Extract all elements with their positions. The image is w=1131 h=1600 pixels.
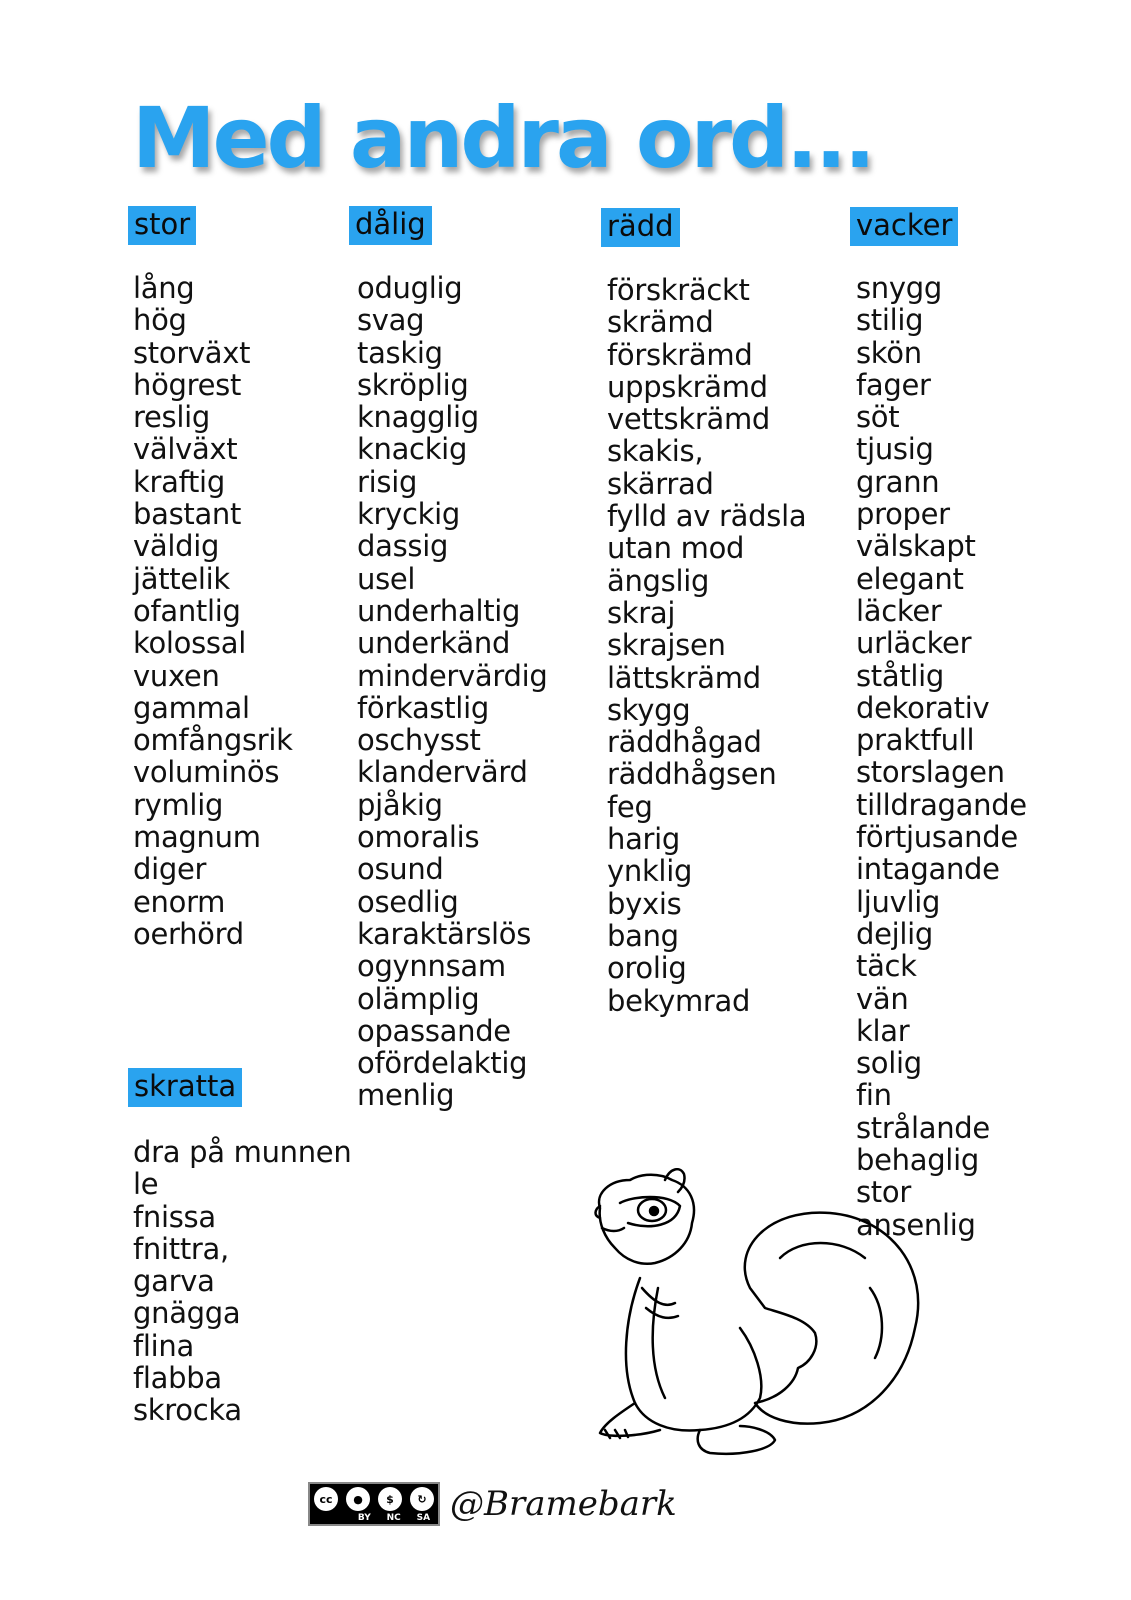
word-list-skratta xyxy=(133,1136,351,1427)
word-item: menlig xyxy=(357,1078,455,1113)
column-heading: rädd xyxy=(601,208,680,247)
word-item: karaktärslös xyxy=(357,916,532,951)
word-item: reslig xyxy=(133,400,210,435)
word-item: storväxt xyxy=(133,335,251,370)
word-item: skraj xyxy=(607,595,676,630)
word-item: oerhörd xyxy=(133,916,244,951)
word-item: klar xyxy=(856,1013,910,1048)
column-stor xyxy=(128,206,196,245)
word-item: risig xyxy=(357,464,418,499)
word-item: väldig xyxy=(133,529,220,564)
word-item: dassig xyxy=(357,529,449,564)
word-item: jättelik xyxy=(133,561,230,596)
word-item: strålande xyxy=(856,1110,990,1145)
word-item: söt xyxy=(856,400,900,435)
footer xyxy=(308,1482,677,1526)
column-heading: dålig xyxy=(349,206,432,245)
word-item: underkänd xyxy=(357,626,511,661)
word-item: snygg xyxy=(856,271,942,305)
word-item: fylld av rädsla xyxy=(607,499,807,534)
word-item: oschysst xyxy=(357,723,481,758)
word-item: taskig xyxy=(357,335,443,370)
word-item: grann xyxy=(856,464,940,499)
word-item: kryckig xyxy=(357,497,460,532)
column-vacker xyxy=(850,207,958,246)
word-item: dejlig xyxy=(856,916,934,951)
word-item: garva xyxy=(133,1264,215,1299)
word-item: urläcker xyxy=(856,626,972,661)
word-item: underhaltig xyxy=(357,593,521,628)
word-item: opassande xyxy=(357,1013,511,1048)
word-item: ansenlig xyxy=(856,1207,976,1242)
word-item: omoralis xyxy=(357,820,480,855)
word-item: flina xyxy=(133,1328,194,1363)
word-item: mindervärdig xyxy=(357,658,548,693)
word-item: kraftig xyxy=(133,464,225,499)
word-item: vän xyxy=(856,981,909,1016)
word-item: stilig xyxy=(856,303,924,338)
word-item: gnägga xyxy=(133,1296,241,1331)
word-item: förskrämd xyxy=(607,337,753,372)
word-item: byxis xyxy=(607,886,682,921)
word-item: läcker xyxy=(856,593,942,628)
cc-license-badge xyxy=(308,1482,440,1526)
word-item: elegant xyxy=(856,561,964,596)
word-item: bastant xyxy=(133,497,242,532)
word-list-stor xyxy=(133,272,293,950)
word-item: svag xyxy=(357,303,425,338)
cc-icon: cc xyxy=(314,1487,338,1511)
word-item: ynklig xyxy=(607,854,693,889)
word-item: skön xyxy=(856,335,922,370)
word-item: olämplig xyxy=(357,981,480,1016)
word-item: förtjusande xyxy=(856,820,1018,855)
word-item: tjusig xyxy=(856,432,934,467)
sa-icon: ↻ xyxy=(410,1487,434,1511)
word-item: knackig xyxy=(357,432,468,467)
license-label: NC xyxy=(386,1513,401,1523)
word-item: osund xyxy=(357,852,444,887)
word-item: välväxt xyxy=(133,432,238,467)
word-item: harig xyxy=(607,822,681,857)
author-signature: @Bramebark xyxy=(450,1484,677,1524)
word-item: solig xyxy=(856,1046,922,1081)
word-item: räddhågsen xyxy=(607,757,777,792)
word-item: klandervärd xyxy=(357,755,528,790)
word-item: ogynnsam xyxy=(357,949,506,984)
word-item: ståtlig xyxy=(856,658,945,693)
word-item: välskapt xyxy=(856,529,976,564)
word-item: magnum xyxy=(133,820,261,855)
word-item: proper xyxy=(856,497,950,532)
word-item: stor xyxy=(856,1175,911,1210)
word-item: storslagen xyxy=(856,755,1005,790)
word-item: vettskrämd xyxy=(607,402,770,437)
word-item: voluminös xyxy=(133,755,280,790)
word-item: räddhågad xyxy=(607,725,762,760)
word-item: diger xyxy=(133,852,207,887)
license-label: BY xyxy=(357,1513,371,1523)
word-item: ofördelaktig xyxy=(357,1046,528,1081)
word-item: osedlig xyxy=(357,884,459,919)
word-item: dekorativ xyxy=(856,690,990,725)
column-heading: skratta xyxy=(128,1068,242,1107)
word-item: intagande xyxy=(856,852,1000,887)
word-item: uppskrämd xyxy=(607,369,768,404)
word-item: vuxen xyxy=(133,658,220,693)
word-item: kolossal xyxy=(133,626,246,661)
word-item: fnissa xyxy=(133,1199,216,1234)
word-item: bekymrad xyxy=(607,983,751,1018)
word-item: skakis, xyxy=(607,434,704,469)
column-dalig xyxy=(349,206,432,245)
word-item: rymlig xyxy=(133,787,224,822)
page-title: Med andra ord... xyxy=(132,89,873,187)
word-item: gammal xyxy=(133,690,250,725)
word-item: bang xyxy=(607,918,679,953)
column-heading: vacker xyxy=(850,207,958,246)
word-item: enorm xyxy=(133,884,226,919)
word-item: tilldragande xyxy=(856,787,1027,822)
word-item: dra på munnen xyxy=(133,1135,352,1169)
word-item: skygg xyxy=(607,692,691,727)
word-item: skrämd xyxy=(607,305,714,340)
word-item: knagglig xyxy=(357,400,479,435)
word-item: orolig xyxy=(607,951,687,986)
word-item: ljuvlig xyxy=(856,884,941,919)
word-item: skröplig xyxy=(357,367,469,402)
nc-icon: $ xyxy=(378,1487,402,1511)
column-heading: stor xyxy=(128,206,196,245)
word-item: förkastlig xyxy=(357,690,489,725)
word-item: usel xyxy=(357,561,416,596)
word-item: hög xyxy=(133,303,187,338)
word-item: fager xyxy=(856,367,931,402)
word-list-dalig xyxy=(357,272,547,1112)
word-item: pjåkig xyxy=(357,787,443,822)
word-item: förskräckt xyxy=(607,273,750,307)
word-item: flabba xyxy=(133,1361,222,1396)
word-item: lång xyxy=(133,271,195,305)
word-item: behaglig xyxy=(856,1143,979,1178)
word-item: lättskrämd xyxy=(607,660,761,695)
word-item: täck xyxy=(856,949,917,984)
word-item: högrest xyxy=(133,367,242,402)
word-item: omfångsrik xyxy=(133,723,293,758)
license-label: SA xyxy=(416,1513,431,1523)
word-item: fnittra, xyxy=(133,1231,229,1266)
word-list-vacker xyxy=(856,272,1027,1241)
column-skratta xyxy=(128,1068,242,1107)
column-radd xyxy=(601,208,680,247)
word-item: skrajsen xyxy=(607,628,726,663)
by-icon: ● xyxy=(346,1487,370,1511)
word-list-radd xyxy=(607,274,806,1017)
word-item: utan mod xyxy=(607,531,745,566)
word-item: skrocka xyxy=(133,1393,242,1428)
word-item: le xyxy=(133,1167,159,1202)
word-item: ofantlig xyxy=(133,593,241,628)
word-item: praktfull xyxy=(856,723,975,758)
squirrel-illustration xyxy=(580,1168,940,1468)
word-item: fin xyxy=(856,1078,892,1113)
word-item: ängslig xyxy=(607,563,710,598)
word-item: skärrad xyxy=(607,466,714,501)
word-item: oduglig xyxy=(357,271,463,305)
word-item: feg xyxy=(607,789,653,824)
